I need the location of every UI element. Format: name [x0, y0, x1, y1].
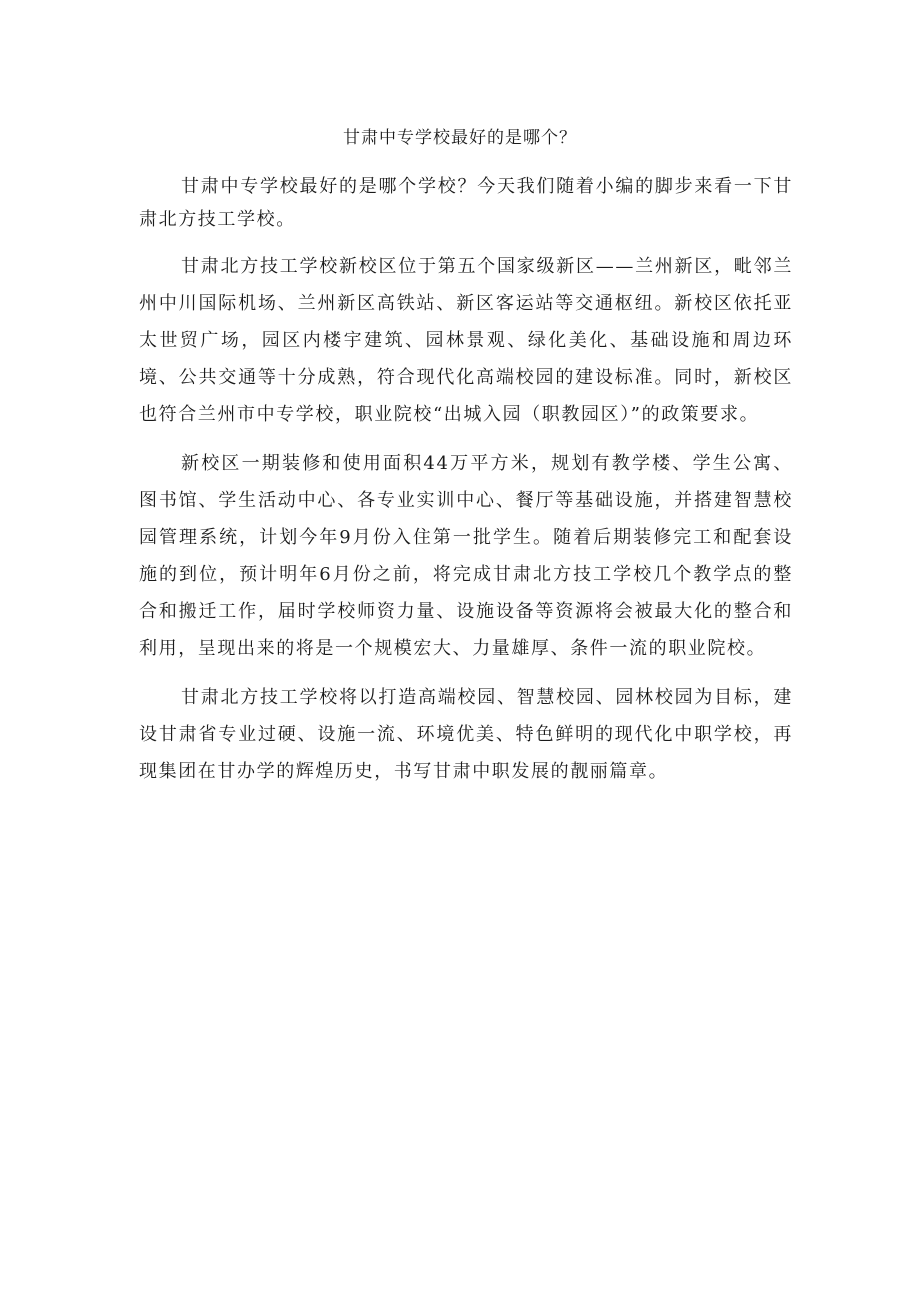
paragraph-intro: 甘肃中专学校最好的是哪个学校？今天我们随着小编的脚步来看一下甘肃北方技工学校。 [139, 176, 793, 230]
paragraph-facilities: 新校区一期装修和使用面积44万平方米，规划有教学楼、学生公寓、图书馆、学生活动中心、各专业实训中心、餐厅等基础设施，并搭建智慧校园管理系统，计划今年9月份入住第一批学生。随着后期装修完工和配套设施的到位，预计明年6月份之前，将完成甘肃北方技工学校几个教学点的整合和搬迁工作，届时学校师资力量、设施设备等资源将会被最大化的整合和利用，呈现出来的将是一个规模宏大、力量雄厚、条件一流的职业院校。 [139, 453, 793, 659]
paragraph-location: 甘肃北方技工学校新校区位于第五个国家级新区——兰州新区，毗邻兰州中川国际机场、兰州新区高铁站、新区客运站等交通枢纽。新校区依托亚太世贸广场，园区内楼宇建筑、园林景观、绿化美化、基础设施和周边环境、公共交通等十分成熟，符合现代化高端校园的建设标准。同时，新校区也符合兰州市中专学校，职业院校“出城入园（职教园区）”的政策要求。 [139, 256, 793, 425]
document-title: 甘肃中专学校最好的是哪个？ [343, 128, 577, 148]
paragraph-goals: 甘肃北方技工学校将以打造高端校园、智慧校园、园林校园为目标，建设甘肃省专业过硬、设施一流、环境优美、特色鲜明的现代化中职学校，再现集团在甘办学的辉煌历史，书写甘肃中职发展的靓丽篇章。 [139, 687, 793, 782]
document-body [139, 170, 793, 790]
